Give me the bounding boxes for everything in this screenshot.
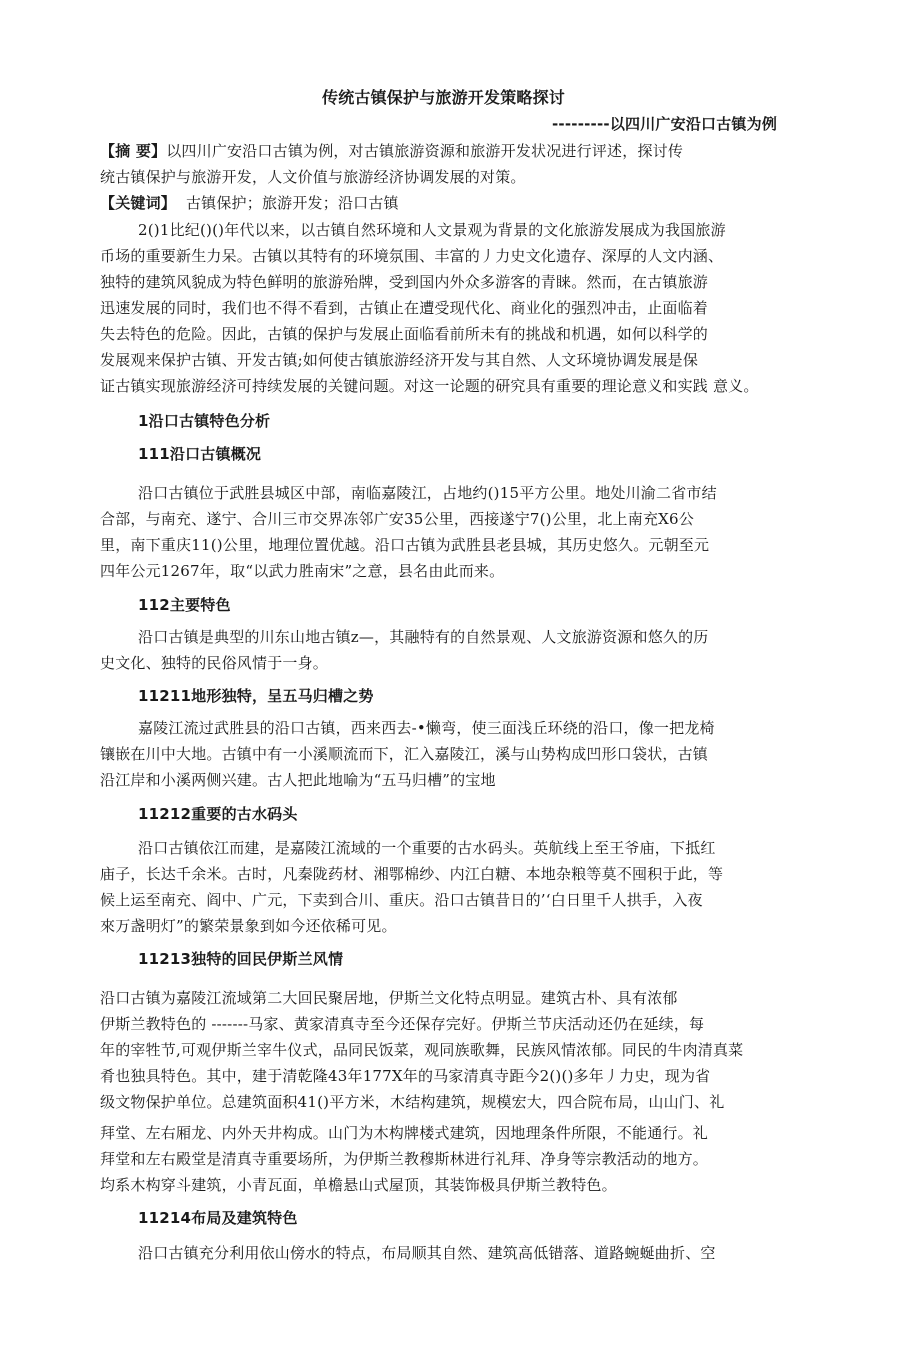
section-11213-line-4: 肴也独具特色。其中，建于清乾隆43年177X年的马家清真寺距今2()()多年丿力史，现为省 xyxy=(100,1067,711,1085)
section-11213-line-2: 伊斯兰教特色的 -------马家、黄家清真寺至今还保存完好。伊斯兰节庆活动还仍在延续，每 xyxy=(100,1015,705,1033)
section-11211-heading: 11211地形独特，呈五马归槽之势 xyxy=(138,687,374,705)
section-1-heading: 1沿口古镇特色分析 xyxy=(138,412,271,430)
document-title: 传统古镇保护与旅游开发策略探讨 xyxy=(322,88,566,107)
section-11211-line-2: 镶嵌在川中大地。古镇中有一小溪顺流而下，汇入嘉陵江，溪与山势构成凹形口袋状，古镇 xyxy=(100,745,709,763)
section-11213-line-8: 均系木构穿斗建筑，小青瓦面，单檐悬山式屋顶，其装饰极具伊斯兰教特色。 xyxy=(100,1176,617,1194)
intro-line-5: 失去特色的危险。因此，古镇的保护与发展止面临看前所未有的挑战和机遇，如何以科学的 xyxy=(100,325,709,343)
section-11213-heading: 11213独特的回民伊斯兰风情 xyxy=(138,950,344,968)
intro-line-1: 2()1比纪()()年代以来，以古镇自然环境和人文景观为背景的文化旅游发展成为我国旅游 xyxy=(138,221,726,239)
keywords-text: 古镇保护；旅游开发；沿口古镇 xyxy=(185,194,399,212)
keywords-line xyxy=(100,192,399,214)
document-subtitle: ---------以四川广安沿口古镇为例 xyxy=(552,115,778,133)
section-11212-line-3: 候上运至南充、阎中、广元，下卖到合川、重庆。沿口古镇昔日的’‘白日里千人拱手，入夜 xyxy=(100,891,703,909)
section-11213-line-1: 沿口古镇为嘉陵江流域第二大回民聚居地，伊斯兰文化特点明显。建筑古朴、具有浓郁 xyxy=(100,989,678,1007)
section-11211-line-1: 嘉陵江流过武胜县的沿口古镇，西来西去-•懒弯，使三面浅丘环绕的沿口，像一把龙椅 xyxy=(138,719,715,737)
section-11212-line-4: 來万盏明灯”的繁荣景象到如今还依稀可见。 xyxy=(100,917,397,935)
abstract-line-1 xyxy=(100,140,683,162)
abstract-line-2: 统古镇保护与旅游开发，人文价值与旅游经济协调发展的对策。 xyxy=(100,168,526,186)
section-11213-line-7: 拜堂和左右殿堂是清真寺重要场所，为伊斯兰教穆斯林进行礼拜、净身等宗教活动的地方。 xyxy=(100,1150,709,1168)
abstract-text-1: 以四川广安沿口古镇为例，对古镇旅游资源和旅游开发状况进行评述，探讨传 xyxy=(166,142,684,160)
section-11214-line-1: 沿口古镇充分利用依山傍水的特点，布局顺其自然、建筑高低错落、道路蜿蜒曲折、空 xyxy=(138,1244,716,1262)
section-11213-line-6: 拜堂、左右厢龙、内外天井构成。山门为木构牌楼式建筑，因地理条件所限，不能通行。礼 xyxy=(100,1124,709,1142)
section-111-line-2: 合部，与南充、遂宁、合川三市交界冻邻广安35公里，西接遂宁7()公里，北上南充X6公 xyxy=(100,510,694,528)
section-11212-line-2: 庙子，长达千余米。古时，凡秦陇药材、湘鄂棉纱、内江白糖、本地杂粮等莫不囤积于此，等 xyxy=(100,865,724,883)
section-11212-heading: 11212重要的古水码头 xyxy=(138,805,298,823)
section-11211-line-3: 沿江岸和小溪两侧兴建。古人把此地喻为“五马归槽”的宝地 xyxy=(100,771,496,789)
section-11214-heading: 11214布局及建筑特色 xyxy=(138,1209,298,1227)
section-111-line-3: 里，南下重庆11()公里，地理位置优越。沿口古镇为武胜县老县城，其历史悠久。元朝至元 xyxy=(100,536,710,554)
section-112-line-2: 史文化、独特的民俗风情于一身。 xyxy=(100,654,329,672)
intro-line-6: 发展观来保护古镇、开发古镇;如何使古镇旅游经济开发与其自然、人文环境协调发展是保 xyxy=(100,351,699,369)
section-111-line-1: 沿口古镇位于武胜县城区中部，南临嘉陵江，占地约()15平方公里。地处川渝二省市结 xyxy=(138,484,717,502)
intro-line-3: 独特的建筑风貌成为特色鲜明的旅游殆牌，受到国内外众多游客的青睐。然而，在古镇旅游 xyxy=(100,273,709,291)
abstract-label: 【摘 要】 xyxy=(100,142,167,160)
intro-line-2: 币场的重要新生力呆。古镇以其特有的环境氛围、丰富的丿力史文化遗存、深厚的人文内涵、 xyxy=(100,247,724,265)
section-11213-line-3: 年的宰牲节,可观伊斯兰宰牛仪式，品同民饭菜，观同族歌舞，民族风情浓郁。同民的牛肉清真菜 xyxy=(100,1041,744,1059)
section-11213-line-5: 级文物保护单位。总建筑面积41()平方米，木结构建筑，规模宏大，四合院布局，山山门、礼 xyxy=(100,1093,725,1111)
section-111-heading: 111沿口古镇概况 xyxy=(138,445,262,463)
section-112-line-1: 沿口古镇是典型的川东山地古镇z—，其融特有的自然景观、人文旅游资源和悠久的历 xyxy=(138,628,709,646)
intro-line-4: 迅速发展的同时，我们也不得不看到，古镇止在遭受现代化、商业化的强烈冲击，止面临着 xyxy=(100,299,709,317)
section-111-line-4: 四年公元1267年，取“以武力胜南宋”之意，县名由此而来。 xyxy=(100,562,505,580)
section-11212-line-1: 沿口古镇依江而建，是嘉陵江流域的一个重要的古水码头。英航线上至王爷庙，下抵红 xyxy=(138,839,716,857)
intro-line-7: 证古镇实现旅游经济可持续发展的关键问题。对这一论题的研究具有重要的理论意义和实践 意义。 xyxy=(100,377,759,395)
keywords-label: 【关键词】 xyxy=(100,194,177,212)
section-112-heading: 112主要特色 xyxy=(138,596,231,614)
